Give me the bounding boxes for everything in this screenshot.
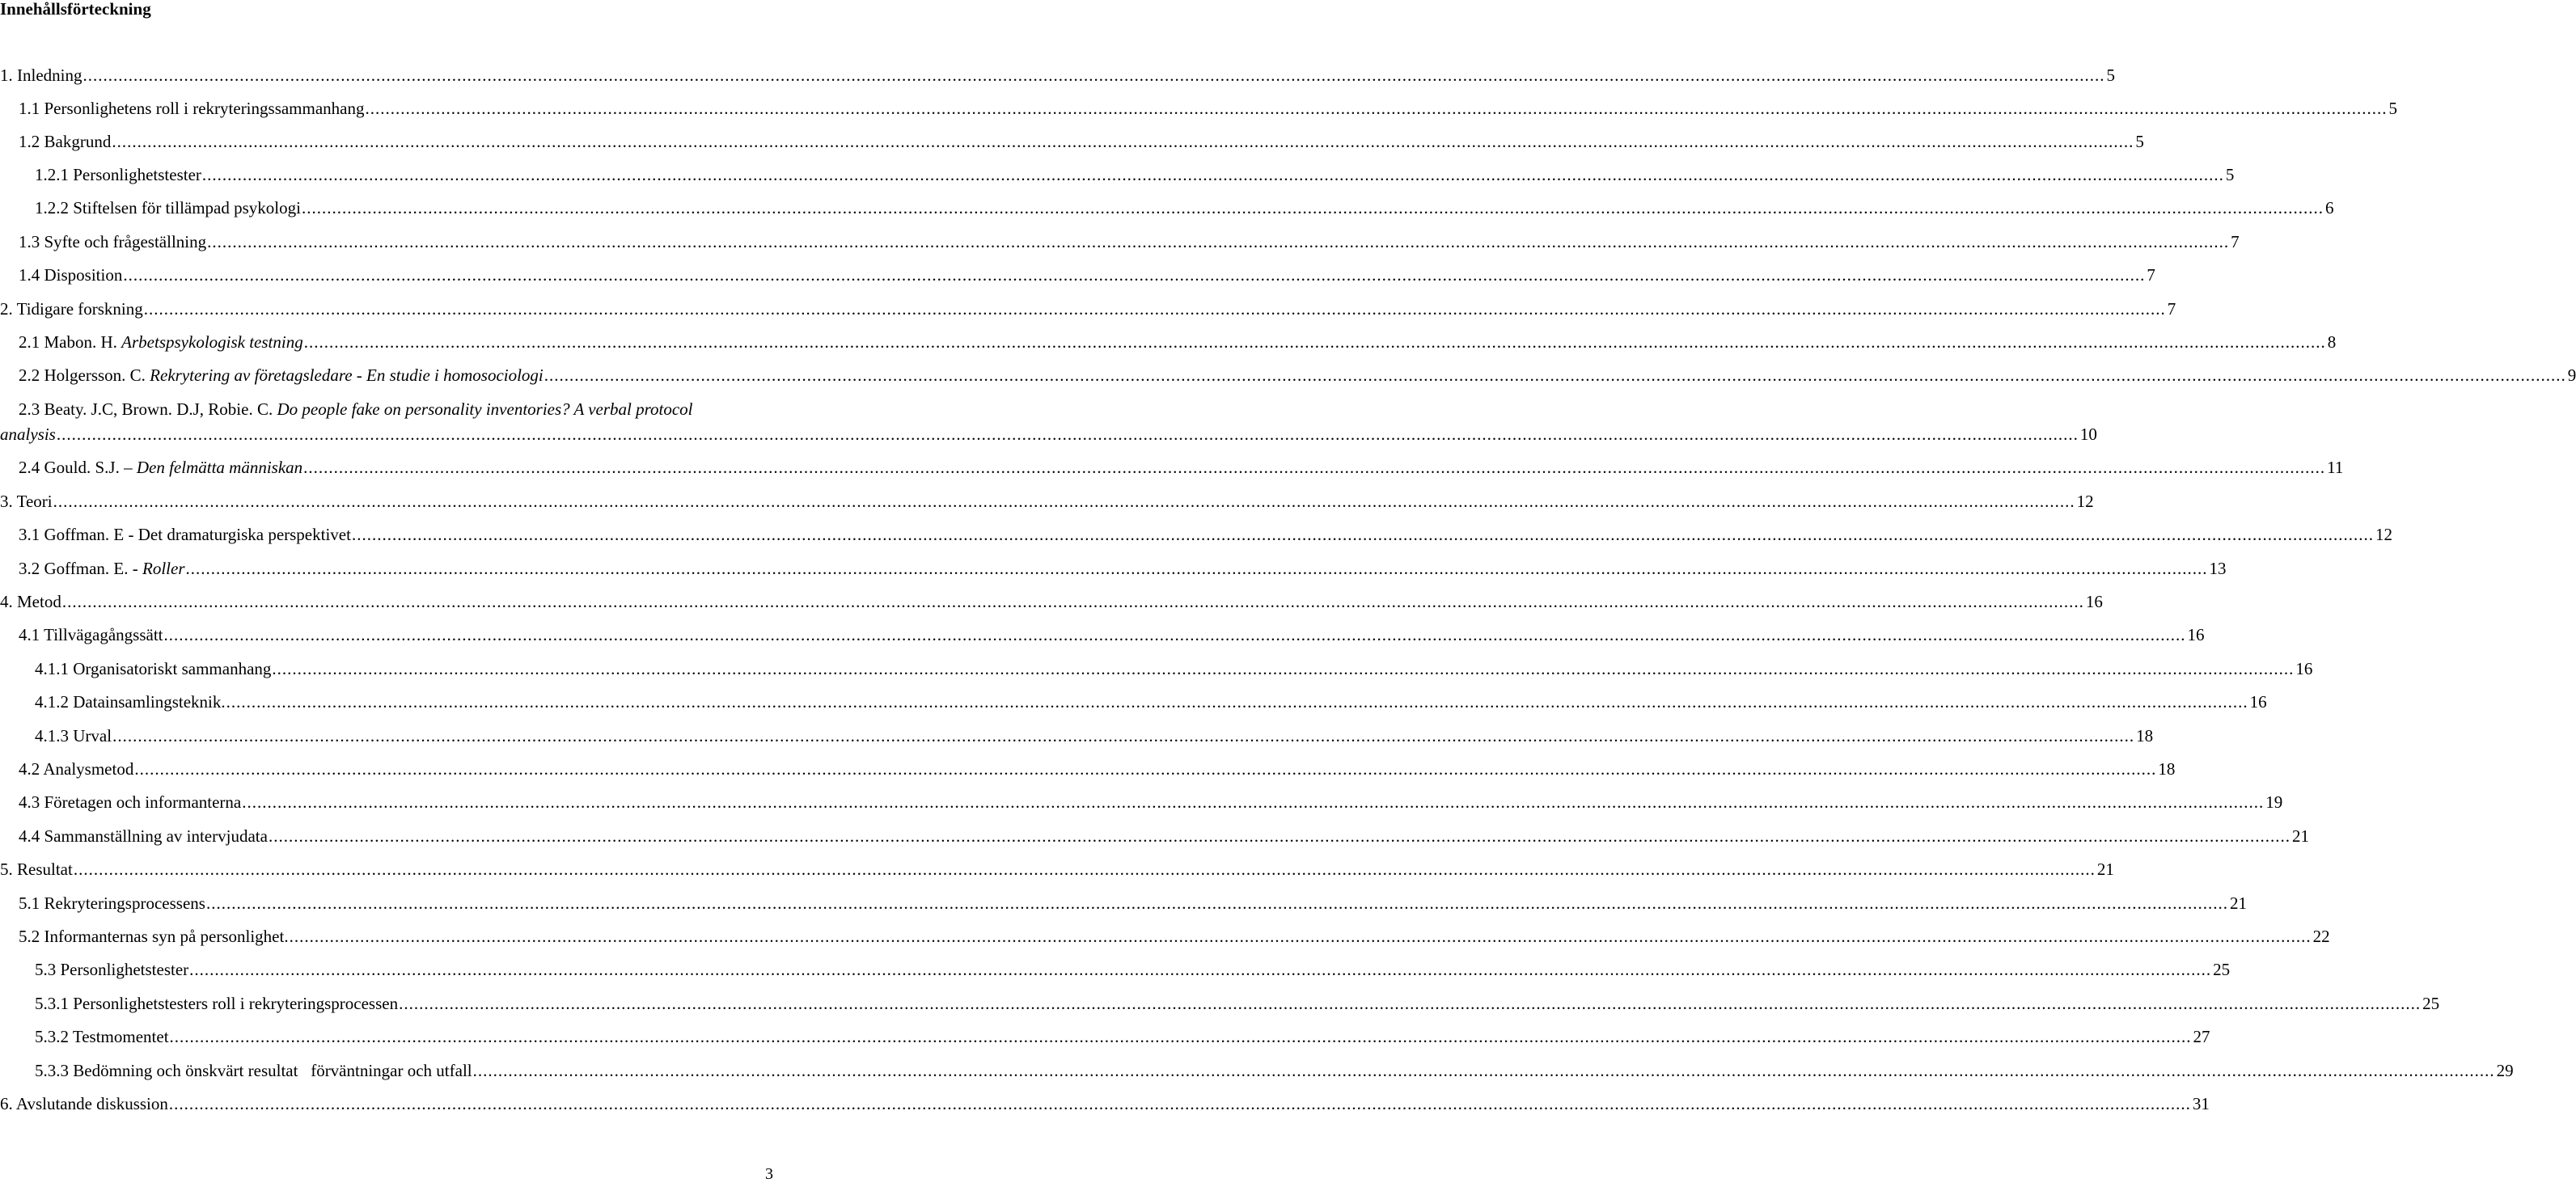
- toc-entry-label-part: – Den felmätta människan: [124, 458, 303, 477]
- toc-page-number: 16: [2085, 592, 2103, 611]
- dot-leader: ................................................................................................................................................................................................................................................................................................................................................................................................................: [189, 960, 2212, 979]
- toc-entry-label-part: Rekrytering av företagsledare - En studie i homosociologi: [150, 365, 544, 385]
- toc-page-number: 7: [2147, 265, 2155, 285]
- toc-entry-label-part: 2.2 Holgersson. C.: [19, 365, 150, 385]
- toc-entry-label: [19, 826, 268, 847]
- toc-entry-label: [19, 264, 122, 285]
- toc-entry-label: [19, 926, 289, 947]
- toc-entry-label-part: 5.3.2 Testmomentet: [35, 1027, 169, 1046]
- dot-leader: ................................................................................................................................................................................................................................................................................................................................................................................................................: [207, 232, 2230, 251]
- dot-leader: ................................................................................................................................................................................................................................................................................................................................................................................................................: [53, 492, 2075, 511]
- toc-entry[interactable]: [35, 993, 2440, 1014]
- dot-leader: ................................................................................................................................................................................................................................................................................................................................................................................................................: [123, 265, 2146, 285]
- dot-leader: ................................................................................................................................................................................................................................................................................................................................................................................................................: [272, 659, 2295, 678]
- toc-entry[interactable]: [0, 859, 2114, 880]
- toc-page-number: 12: [2076, 492, 2094, 511]
- toc-page-number: 31: [2192, 1094, 2210, 1113]
- toc-entry-label: [0, 591, 61, 612]
- toc-entry-label: [35, 959, 188, 980]
- dot-leader: ................................................................................................................................................................................................................................................................................................................................................................................................................: [303, 458, 2326, 477]
- toc-page-number: 22: [2312, 927, 2330, 946]
- dot-leader: ................................................................................................................................................................................................................................................................................................................................................................................................................: [303, 332, 2326, 352]
- toc-page-number: 5: [2225, 165, 2235, 184]
- toc-entry[interactable]: [35, 658, 2313, 679]
- toc-page-number: 7: [2167, 299, 2176, 319]
- toc-entry[interactable]: [19, 98, 2397, 119]
- toc-page-number: 8: [2327, 332, 2337, 352]
- toc-entry-label: [19, 131, 111, 152]
- toc-entry[interactable]: [19, 131, 2144, 152]
- toc-entry-label-part: Roller: [142, 559, 185, 578]
- toc-entry-label: [35, 197, 301, 218]
- dot-leader: ................................................................................................................................................................................................................................................................................................................................................................................................................: [242, 792, 2265, 812]
- toc-entry[interactable]: [19, 332, 2337, 353]
- toc-entry-label: [19, 624, 163, 645]
- toc-entry-label: [0, 859, 73, 880]
- toc-entry-label: analysis: [0, 425, 56, 444]
- toc-page-number: 7: [2231, 232, 2240, 251]
- toc-entry-label-part: 5. Resultat: [0, 860, 73, 879]
- toc-entry[interactable]: [35, 959, 2231, 980]
- dot-leader: ................................................................................................................................................................................................................................................................................................................................................................................................................: [544, 365, 2566, 385]
- toc-page-number: 25: [2422, 994, 2440, 1013]
- toc-entry-label: [0, 298, 143, 319]
- toc-page-number: 21: [2229, 893, 2247, 913]
- toc-entry-label: [0, 65, 82, 86]
- toc-entry-label-part: 1.2 Bakgrund: [19, 132, 112, 151]
- toc-entry-label-part: 4.2 Analysmetod: [19, 759, 134, 779]
- dot-leader: ................................................................................................................................................................................................................................................................................................................................................................................................................: [365, 99, 2388, 118]
- toc-entry[interactable]: [35, 164, 2235, 185]
- toc-entry-label-part: 2.1 Mabon. H.: [19, 332, 122, 352]
- toc-entry[interactable]: [0, 298, 2176, 319]
- toc-page-number: 12: [2375, 525, 2392, 544]
- toc-entry[interactable]: [19, 893, 2247, 914]
- toc-page-number: 11: [2327, 458, 2344, 477]
- toc-entry-continuation[interactable]: [0, 424, 2097, 445]
- toc-entry[interactable]: [0, 1093, 2210, 1114]
- toc-page-number: 6: [2324, 198, 2334, 218]
- toc-entry-label: [19, 457, 302, 478]
- toc-entry-label: [19, 98, 365, 119]
- toc-heading: Innehållsförteckning: [0, 0, 151, 19]
- toc-entry-label-part: 3.1 Goffman. E - Det dramaturgiska perspektivet: [19, 525, 351, 544]
- toc-entry-label-part: 4.4 Sammanställning av intervjudata: [19, 826, 268, 846]
- page-number: 3: [765, 1165, 773, 1183]
- toc-entry[interactable]: [35, 725, 2154, 746]
- toc-entry-label: [19, 332, 303, 353]
- dot-leader: ................................................................................................................................................................................................................................................................................................................................................................................................................: [163, 625, 2186, 644]
- toc-entry-label-part: 3. Teori: [0, 492, 53, 511]
- toc-entry-label: [19, 558, 185, 579]
- toc-entry[interactable]: [35, 1026, 2210, 1047]
- toc-entry-label: 2.3 Beaty. J.C, Brown. D.J, Robie. C.: [19, 399, 277, 419]
- toc-entry-label: [35, 1060, 472, 1081]
- dot-leader: ................................................................................................................................................................................................................................................................................................................................................................................................................: [112, 132, 2134, 151]
- toc-entry-label-part: 5.1 Rekryteringsprocessens: [19, 893, 205, 913]
- dot-leader: ................................................................................................................................................................................................................................................................................................................................................................................................................: [226, 692, 2248, 712]
- toc-entry-label: [0, 491, 53, 512]
- toc-page-number: 10: [2079, 425, 2097, 444]
- toc-entry-label: [35, 691, 226, 712]
- toc-entry-label-part: 6. Avslutande diskussion: [0, 1094, 168, 1113]
- toc-entry-label: [19, 893, 205, 914]
- dot-leader: ................................................................................................................................................................................................................................................................................................................................................................................................................: [289, 927, 2312, 946]
- toc-entry[interactable]: [19, 524, 2392, 545]
- dot-leader: ................................................................................................................................................................................................................................................................................................................................................................................................................: [73, 860, 2096, 879]
- toc-entry-label-part: 4.1 Tillvägagångssätt: [19, 625, 163, 644]
- toc-entry-label: [0, 1093, 168, 1114]
- toc-entry-label: [35, 164, 201, 185]
- toc-entry-label: Do people fake on personality inventories? A verbal protocol: [277, 399, 693, 419]
- toc-page-number: 9: [2567, 365, 2576, 385]
- toc-entry-label-part: 3.2 Goffman. E. -: [19, 559, 142, 578]
- toc-entry-label-part: 2. Tidigare forskning: [0, 299, 143, 319]
- toc-entry-label-part: 5.2 Informanternas syn på personlighet.: [19, 927, 289, 946]
- toc-entry-label: [19, 792, 241, 813]
- toc-page-number: 27: [2193, 1027, 2210, 1046]
- toc-entry-label: [19, 231, 206, 252]
- toc-entry-label: [19, 758, 133, 779]
- toc-entry-label: [19, 524, 351, 545]
- toc-entry[interactable]: [19, 758, 2176, 779]
- dot-leader: ................................................................................................................................................................................................................................................................................................................................................................................................................: [185, 559, 2208, 578]
- toc-entry-label-part: 1.3 Syfte och frågeställning: [19, 232, 207, 251]
- dot-leader: ................................................................................................................................................................................................................................................................................................................................................................................................................: [134, 759, 2157, 779]
- toc-entry[interactable]: [35, 197, 2334, 218]
- toc-entry[interactable]: [19, 926, 2330, 947]
- dot-leader: ................................................................................................................................................................................................................................................................................................................................................................................................................: [399, 994, 2422, 1013]
- toc-entry[interactable]: [19, 365, 2576, 386]
- toc-entry-label-part: 1.2.2 Stiftelsen för tillämpad psykologi: [35, 198, 301, 218]
- dot-leader: ................................................................................................................................................................................................................................................................................................................................................................................................................: [268, 826, 2290, 846]
- toc-entry-label-part: 1.4 Disposition: [19, 265, 123, 285]
- toc-page-number: 5: [2106, 65, 2115, 85]
- toc-entry-label-part: 5.3.1 Personlighetstesters roll i rekryteringsprocessen: [35, 994, 399, 1013]
- toc-entry-label-part: 1.1 Personlighetens roll i rekryteringssammanhang: [19, 99, 365, 118]
- toc-entry-label-part: 1.2.1 Personlighetstester: [35, 165, 201, 184]
- toc-entry-label: [19, 365, 544, 386]
- toc-entry-label-part: 1. Inledning: [0, 65, 82, 85]
- toc-entry-label-part: 4.1.3 Urval: [35, 726, 112, 746]
- dot-leader: ................................................................................................................................................................................................................................................................................................................................................................................................................: [168, 1094, 2191, 1113]
- dot-leader: ................................................................................................................................................................................................................................................................................................................................................................................................................: [301, 198, 2324, 218]
- toc-entry[interactable]: [19, 457, 2344, 478]
- dot-leader: ................................................................................................................................................................................................................................................................................................................................................................................................................: [143, 299, 2166, 319]
- toc-entry[interactable]: [19, 792, 2283, 813]
- dot-leader: ................................................................................................................................................................................................................................................................................................................................................................................................................: [201, 165, 2224, 184]
- dot-leader: ................................................................................................................................................................................................................................................................................................................................................................................................................: [82, 65, 2105, 85]
- dot-leader: ................................................................................................................................................................................................................................................................................................................................................................................................................: [61, 592, 2084, 611]
- dot-leader: ................................................................................................................................................................................................................................................................................................................................................................................................................: [56, 425, 2079, 444]
- toc-entry-label: [35, 725, 112, 746]
- toc-entry-label: [35, 993, 398, 1014]
- dot-leader: ................................................................................................................................................................................................................................................................................................................................................................................................................: [205, 893, 2228, 913]
- toc-entry[interactable]: [35, 1060, 2514, 1081]
- toc-page-number: 21: [2096, 860, 2114, 879]
- toc-entry-label-part: 5.3 Personlighetstester: [35, 960, 189, 979]
- toc-entry-label-part: Arbetspsykologisk testning: [121, 332, 303, 352]
- toc-page-number: 21: [2291, 826, 2309, 846]
- toc-entry-label: [35, 1026, 169, 1047]
- toc-entry-label-part: 4. Metod: [0, 592, 61, 611]
- toc-entry[interactable]: [19, 558, 2227, 579]
- toc-entry-label-part: 4.1.1 Organisatoriskt sammanhang: [35, 659, 272, 678]
- toc-page-number: 29: [2496, 1061, 2514, 1080]
- dot-leader: ................................................................................................................................................................................................................................................................................................................................................................................................................: [169, 1027, 2192, 1046]
- toc-entry[interactable]: [19, 624, 2205, 645]
- toc-entry-label-part: 2.4 Gould. S.J.: [19, 458, 125, 477]
- toc-entry-label: [35, 658, 271, 679]
- toc-page-number: 13: [2209, 559, 2227, 578]
- dot-leader: ................................................................................................................................................................................................................................................................................................................................................................................................................: [472, 1061, 2495, 1080]
- toc-entry[interactable]: [19, 399, 693, 420]
- toc-page-number: 18: [2136, 726, 2154, 746]
- toc-page-number: 16: [2249, 692, 2267, 712]
- toc-entry[interactable]: [19, 264, 2155, 285]
- toc-page-number: 18: [2158, 759, 2176, 779]
- toc-page-number: 25: [2213, 960, 2231, 979]
- toc-entry-label-part: 5.3.3 Bedömning och önskvärt resultat förväntningar och utfall: [35, 1061, 472, 1080]
- toc-page-number: 5: [2388, 99, 2397, 118]
- toc-entry[interactable]: [19, 826, 2309, 847]
- toc-page-number: 16: [2295, 659, 2313, 678]
- toc-entry[interactable]: [0, 591, 2103, 612]
- dot-leader: ................................................................................................................................................................................................................................................................................................................................................................................................................: [112, 726, 2135, 746]
- toc-entry-label-part: 4.3 Företagen och informanterna: [19, 792, 242, 812]
- toc-entry[interactable]: [0, 65, 2115, 86]
- toc-page-number: 5: [2135, 132, 2144, 151]
- toc-entry[interactable]: [35, 691, 2267, 712]
- toc-entry[interactable]: [0, 491, 2094, 512]
- dot-leader: ................................................................................................................................................................................................................................................................................................................................................................................................................: [351, 525, 2374, 544]
- toc-entry-label-part: 4.1.2 Datainsamlingsteknik.: [35, 692, 226, 712]
- toc-page-number: 16: [2187, 625, 2205, 644]
- toc-entry[interactable]: [19, 231, 2240, 252]
- toc-page-number: 19: [2265, 792, 2283, 812]
